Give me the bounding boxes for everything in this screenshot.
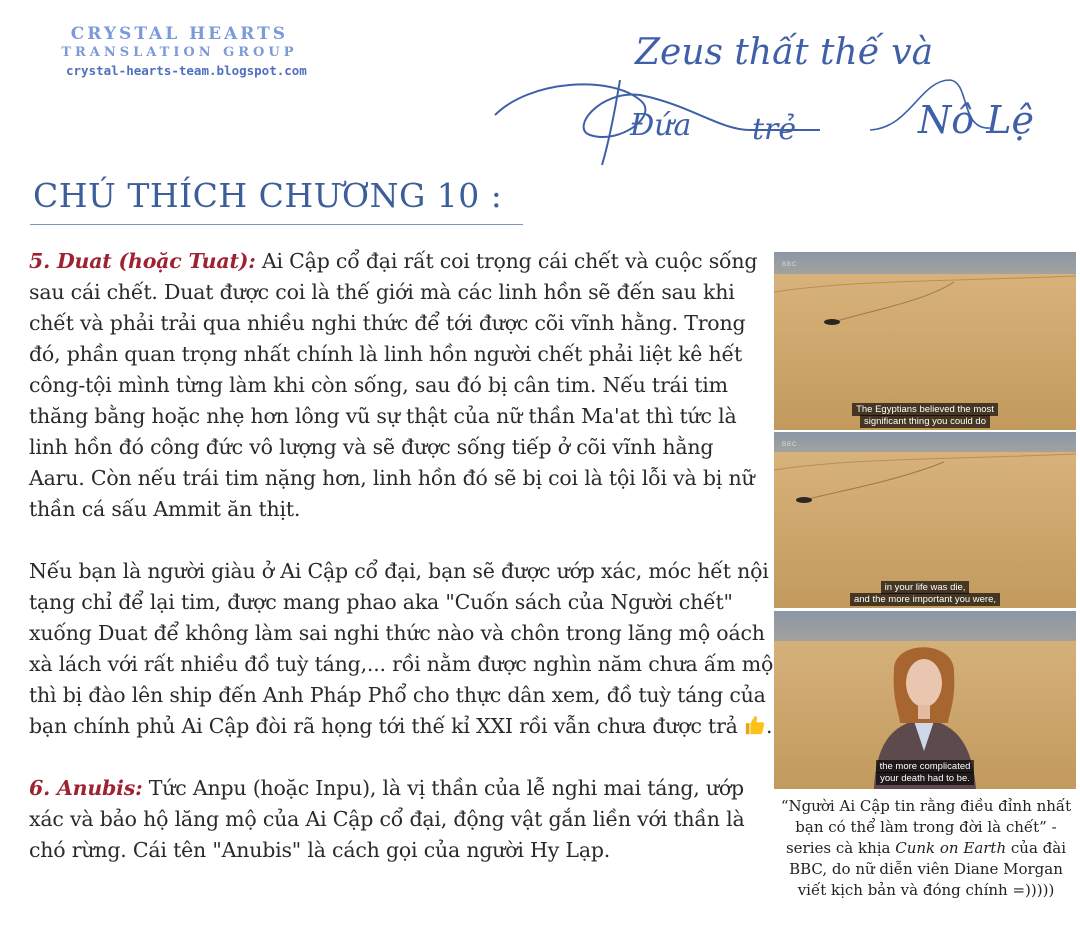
notes-body (29, 246, 774, 866)
note-term-anubis: 6. Anubis: (29, 776, 143, 800)
logo-top-line: Zeus thất thế và (635, 32, 934, 73)
note-duat (29, 246, 774, 525)
series-title-logo (490, 20, 1070, 170)
thumbs-up-icon (744, 714, 766, 736)
group-name: CRYSTAL HEARTS (70, 24, 289, 44)
note-text-anubis: Tức Anpu (hoặc Inpu), là vị thần của lễ nghi mai táng, ướp xác và bảo hộ lăng mộ của Ai Cập cổ đại, động vật gắn liền với thần là chó rừng. Cái tên "Anubis" là cách gọi của người Hy Lạp. (29, 776, 745, 862)
group-url: crystal-hearts-team.blogspot.com (66, 63, 307, 78)
page-title: CHÚ THÍCH CHƯƠNG 10 : (33, 176, 503, 215)
frame-subtitle: in your life was die, and the more important you were, (774, 582, 1076, 606)
logo-word-3: Nô Lệ (918, 98, 1034, 142)
translation-group-logo (52, 24, 307, 80)
logo-word-1: Đứa (630, 108, 692, 143)
image-caption: “Người Ai Cập tin rằng điều đỉnh nhất bạn có thể làm trong đời là chết” - series cà khịa Cunk on Earth của đài BBC, do nữ diễn viên Diane Morgan viết kịch bản và đóng chính =))))) (780, 797, 1072, 899)
bbc-watermark: BBC (782, 262, 798, 268)
video-frame-1 (774, 252, 1076, 430)
frame-subtitle: The Egyptians believed the most significant thing you could do (774, 404, 1076, 428)
note-text-duat: Ai Cập cổ đại rất coi trọng cái chết và cuộc sống sau cái chết. Duat được coi là thế giới mà các linh hồn sẽ đến sau khi chết và phải trải qua nhiều nghi thức để tới được cõi vĩnh hằng. Trong đó, phần quan trọng nhất chính là linh hồn người chết phải liệt kê hết công-tội mình từng làm khi còn sống, sau đó bị cân tim. Nếu trái tim thăng bằng hoặc nhẹ hơn lông vũ sự thật của nữ thần Ma'at thì tức là linh hồn đó công đức vô lượng và sẽ được sống tiếp ở cõi vĩnh hằng Aaru. Còn nếu trái tim nặng hơn, linh hồn đó sẽ bị coi là tội lỗi và bị nữ thần cá sấu Ammit ăn thịt. (29, 249, 758, 521)
logo-word-2: trẻ (752, 112, 797, 147)
frame-subtitle: the more complicated your death had to be. (774, 761, 1076, 785)
note-rich (29, 556, 774, 742)
title-underline (30, 224, 523, 225)
video-frame-3 (774, 611, 1076, 789)
note-text-rich-end: . (766, 714, 773, 738)
note-anubis (29, 773, 774, 866)
note-text-rich: Nếu bạn là người giàu ở Ai Cập cổ đại, bạn sẽ được ướp xác, móc hết nội tạng chỉ để lại tim, được mang phao aka "Cuốn sách của Người chết" xuống Duat để không làm sai nghi thức nào và chôn trong lăng mộ oách xà lách với rất nhiều đồ tuỳ táng,... rồi nằm được nghìn năm chưa ấm mộ thì bị đào lên ship đến Anh Pháp Phổ cho thực dân xem, đồ tuỳ táng của bạn chính phủ Ai Cập đòi rã họng tới thế kỉ XXI rồi vẫn chưa được trả (29, 559, 774, 738)
bbc-watermark: BBC (782, 442, 798, 448)
video-frame-2 (774, 432, 1076, 608)
group-subtitle: TRANSLATION GROUP (61, 45, 298, 60)
show-title: Cunk on Earth (895, 839, 1007, 857)
note-term-duat: 5. Duat (hoặc Tuat): (29, 249, 256, 273)
